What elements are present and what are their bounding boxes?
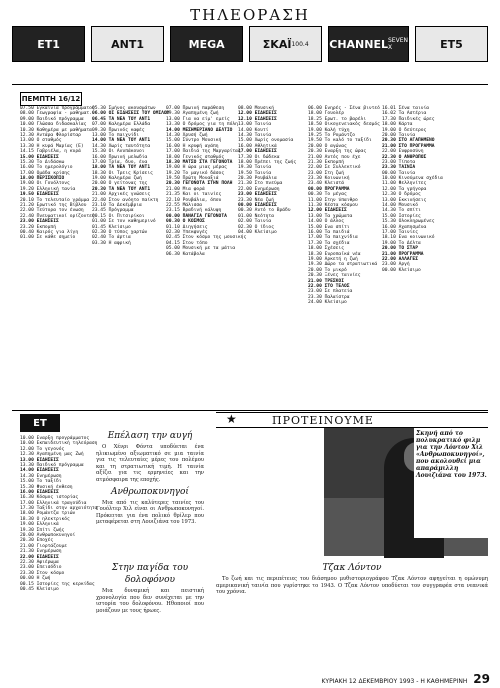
schedule-entry: 19.00 Ο δεύτερος <box>382 127 427 133</box>
schedule-entry: 18.00 Κάρτα <box>382 122 413 128</box>
schedule-entry: 21.35 Και οι ταινίες <box>166 192 222 198</box>
schedule-entry: 11.30 Κέστα κόσμου <box>308 203 358 209</box>
schedule-entry: 22.30 Ο ΑΝΘΡΩΠΟΣ <box>382 154 427 160</box>
schedule-entry: 19.00 Καλημέρα ζωή <box>92 176 142 182</box>
schedule-entry: 19.30 Δώρο τα στρατιωτικά <box>308 262 378 268</box>
page-title: ΤΗΛΕΟΡΑΣΗ <box>190 6 310 24</box>
channel-name: ΣΚΑΪ <box>262 37 292 51</box>
schedule-entry: 17.30 Παιδικές ώρες <box>382 116 435 122</box>
schedule-entry: 04.00 Κλείσιμο <box>238 229 277 235</box>
schedule-entry: 22.30 Αφιέρωμα <box>20 559 59 565</box>
schedule-entry: 01.00 Σε κάθε σημείο <box>20 235 76 241</box>
schedule-column-ant1 <box>92 106 170 408</box>
schedule-entry: 20.00 Το μικρό <box>308 267 347 273</box>
schedule-entry: 23.00 Αργή <box>382 262 410 268</box>
photo-caption: Σκηνή από το πολυκρατικό φιλμ για την Λόντον Χιλ «Ανθρωποκυνηγοί», που ακολουθεί μια απαράμιλλη Λουιζιάνα του 1973. <box>414 428 492 538</box>
divider <box>12 84 488 85</box>
sevenx-logo <box>328 26 409 62</box>
schedule-entry: 12.00 ΕΙΔΗΣΕΙΣ <box>238 111 277 117</box>
schedule-entry: 14.30 Χωρίς ταυτότητα <box>92 143 151 149</box>
schedule-entry: 15.00 Σύντρο Μουσική <box>166 138 222 144</box>
schedule-entry: 20.00 Ο αγώνας <box>308 143 347 149</box>
schedule-entry: 12.00 ΕΙΔΗΣΕΙΣ <box>308 208 347 214</box>
schedule-entry: 16.30 Κόσμος ιστορίας <box>20 495 79 501</box>
schedule-column-et1 <box>20 106 95 408</box>
page-footer <box>0 672 490 686</box>
schedule-entry: 21.00 Αρχικές γνώσεις <box>92 192 151 198</box>
schedule-entry: 00.40 Καιρός για λίγη <box>20 229 79 235</box>
schedule-entry: 00.30 Αυτό το Βράδυ <box>238 208 291 214</box>
schedule-entry: 23.10 Τα Δεκέμβρια <box>92 203 142 209</box>
schedule-entry: 00.00 Κλείσιμο <box>382 267 421 273</box>
schedule-entry: 18.00 Σχέσεις <box>308 246 344 252</box>
schedule-entry: 20.30 ΣΤΟ ΑΓΑΠΗΜΕΝΟ <box>382 138 435 144</box>
schedule-entry: 19.50 Ταινία <box>238 170 272 176</box>
schedule-entry: 24.00 Κλείσιμο <box>308 300 347 306</box>
schedule-entry: 19.00 Αρκετή η ζωή <box>308 256 358 262</box>
schedule-column-et5 <box>382 106 486 408</box>
schedule-entry: 10.00 Εκπαιδευτική τηλεόραση <box>20 441 98 447</box>
schedule-entry: 15.30 Φυσική έκθεση <box>20 484 73 490</box>
schedule-entry: 20.00 ΤΟ ΣΤΑΡ <box>382 246 418 252</box>
schedule-column-skai <box>238 106 304 408</box>
schedule-entry: 23.00 ΕΙΔΗΣΕΙΣ <box>20 219 59 225</box>
schedule-entry: 02.00 Ταινία <box>238 219 272 225</box>
schedule-entry: 00.00 Ταινία <box>382 170 416 176</box>
schedule-entry: 22.10 Ρουβάλια, όπου <box>166 197 222 203</box>
schedule-entry: 14.00 ΤΑ ΝΕΑ ΤΟΥ ΑΝΤ1 <box>92 138 151 144</box>
schedule-entry: 23.30 ΤΑΙΝΙΑ <box>382 165 416 171</box>
schedule-entry: 23.00 Επεισόδιο <box>20 565 62 571</box>
schedule-entry: 13.00 ΕΙΔΗΣΕΙΣ <box>20 457 59 463</box>
schedule-entry: 10.00 Εναρξη προγράμματος <box>20 436 90 441</box>
divider <box>12 410 488 411</box>
schedule-entry: 18.00 Γενικός σταθμός <box>166 154 225 160</box>
schedule-entry: 20.30 Ρουβάλια <box>238 176 277 182</box>
schedule-entry: 17.00 Παιδιά της Μαργαρίτας <box>166 149 241 155</box>
schedule-entry: 02.30 Ο τύπος χαρτών <box>92 229 148 235</box>
schedule-entry: 10.00 Γλώσσα διδασκαλίας <box>20 122 87 128</box>
schedule-entry: 23.20 Εκπομπή <box>20 224 56 230</box>
schedule-entry: 09.00 Παιδικό πρόγραμμα <box>20 116 84 122</box>
schedule-entry: 17.00 Τρία, δυο, ένα <box>92 159 148 165</box>
schedule-entry: 06.00 Ενηρές - Σένα βιντεό <box>308 106 380 111</box>
schedule-entry: 06.30 Κατάβολα <box>166 251 205 257</box>
review-2 <box>96 560 204 670</box>
schedule-entry: 15.00 Χωρίς ονομασία <box>238 138 294 144</box>
schedule-entry: 16.02 Τα Αστέρια <box>382 111 427 117</box>
schedule-entry: 23.00 Στη ζωή <box>308 170 344 176</box>
schedule-entry: 01.10 Διηγήσεις <box>166 224 208 230</box>
schedule-entry: 17.00 ΕΙΔΗΣΕΙΣ <box>238 149 277 155</box>
schedule-entry: 13.00 Εκκινήσεις <box>382 197 427 203</box>
schedule-entry: 12.30 Αντάρα Φλορίσταρ <box>20 132 81 138</box>
schedule-entry: 12.30 Αγαπημένη μας Ζωή <box>20 452 84 458</box>
channel-name: CHANNEL <box>329 37 388 51</box>
schedule-entry: 14.00 ΕΙΔΗΣΕΙΣ <box>20 468 59 474</box>
schedule-entry: 14.15 Γαβριέλα, η κυρά <box>20 149 81 155</box>
schedule-entry: 10.00 Κινούμενα σχέδια <box>382 176 443 182</box>
review-text: Μια από τις καλύτερες ταινίες του Γουόλτερ Χιλ είναι οι Ανθρωποκυνηγοί. Πρόκειται για ένα πολικό θρίλερ που μεταφέρεται στη Λουιζιάνα του 1973. <box>96 499 204 526</box>
schedule-entry: 14.00 ΜΕΣΗΜΕΡΙΑΝΟ ΔΕΛΤΙΟ <box>166 127 233 133</box>
schedule-entry: 12.00 Το γεγονός <box>20 446 65 452</box>
schedule-entry: 13.00 Για να είμ' εμείς <box>166 116 230 122</box>
channel-sub: 100.4 <box>291 40 309 48</box>
schedule-entry: 05.30 Σμήνος ακουσμάτων <box>92 106 156 111</box>
schedule-entry: 20.10 Το τελευταίο γράμμα <box>20 197 90 203</box>
schedule-entry: 19.30 Σπίτι ζωής <box>20 527 65 533</box>
schedule-entry: 21.30 Εκπομπή <box>308 159 344 165</box>
schedule-column-et <box>20 436 98 668</box>
page-number: 29 <box>473 672 490 686</box>
mega-logo <box>170 26 243 62</box>
schedule-entry: 00.45 Κλείσιμο <box>20 586 59 592</box>
schedule-entry: 14.00 Ο άλλος <box>308 219 344 225</box>
star-icon: ★ <box>226 412 237 426</box>
day-label: ΠΕΜΠΤΗ 16/12 <box>20 92 82 106</box>
schedule-entry: 00.00 ΠΑΝΑΓΙΑ ΓΕΓΟΝΟΤΑ <box>166 213 227 219</box>
schedule-entry: 17.00 Ομάδα κρίσης <box>20 170 70 176</box>
schedule-entry: 09.30 Αγαπημένη ζωή <box>166 111 219 117</box>
schedule-entry: 15.30 Ολοκληρωμένες <box>382 219 435 225</box>
schedule-entry: 07.00 Καλημέρα Ελλάδα <box>92 122 151 128</box>
schedule-entry: 22.00 Σε Συλλεκτικό <box>308 165 361 171</box>
schedule-entry: 18.30 Ευροπαϊκά νέα <box>308 251 361 257</box>
schedule-entry: 13.00 Ταινία <box>238 122 272 128</box>
schedule-entry: 11.00 Στην ύπαιθρο <box>308 197 358 203</box>
schedule-entry: 13.30 Παιδικό πρόγραμμα <box>20 462 84 468</box>
channel-sub: SEVEN X <box>387 37 408 51</box>
schedule-entry: 18.00 Ρομάντζα τριών <box>20 511 76 517</box>
schedule-entry: 18.00 Γουολέρ <box>308 111 344 117</box>
schedule-entry: 10.30 Καθημέρα με μαθήματα <box>20 127 92 133</box>
schedule-entry: 19.20 Ελληνική τανία <box>20 186 76 192</box>
schedule-column-mega <box>166 106 247 408</box>
schedule-entry: 23.15 Βραδινή κάλυψη <box>166 208 222 214</box>
schedule-entry: 00.00 ΠΡΟΓΡΑΜΜΑ <box>308 186 350 192</box>
schedule-entry: 16.00 Το ημερολόγιο <box>20 165 73 171</box>
schedule-entry: 21.30 Στο πνεύμα <box>238 181 283 187</box>
schedule-entry: 02.40 Το άρτια <box>92 235 131 241</box>
schedule-entry: 16.01 Σένα ταινία <box>382 106 430 111</box>
et1-logo <box>12 26 85 62</box>
schedule-entry: 18.30 ΜΑΤΣΟ ΣΤΑ ΓΕΓΟΝΟΤΑ <box>166 159 233 165</box>
schedule-entry: 19.00 Το Δέλτα <box>382 240 421 246</box>
schedule-entry: 04.15 Στον τόπο <box>166 240 208 246</box>
review-text: Μια δυναμική και πειστική χρονολογία που δεν συνέχεται με την ιστορία του δολοφόνου. Ηθοποιοί που μοιάζουν με τους ήρωες. <box>96 588 204 614</box>
review-heading: Στην παγίδα του δολοφόνου <box>111 563 189 585</box>
schedule-entry: 23.40 Κλειστά <box>308 181 344 187</box>
schedule-entry: 00.00 Η ζωή <box>20 576 51 582</box>
channel-name: ET1 <box>37 37 60 51</box>
schedule-entry: 22.00 Ευφροσύνη <box>382 149 424 155</box>
schedule-entry: 12.00 Τα γρήγορα <box>382 186 427 192</box>
schedule-column-sevenx <box>308 106 378 408</box>
schedule-entry: 23.30 Στον κόσμο <box>20 570 65 576</box>
schedule-entry: 22.00 ΣΤΟ ΤΕΛΟΣ <box>308 283 350 289</box>
schedule-entry: 14.00 Μουσικό <box>382 203 418 209</box>
schedule-entry: 13.30 Ο δρόμος για τη πόλη <box>166 122 238 128</box>
schedule-entry: 20.30 Εποχές <box>20 538 54 544</box>
schedule-entry: 22.40 Πνευματικοί ορίζοντες <box>20 213 95 219</box>
schedule-entry: 22.00 Τεύτορα τον ένωση <box>20 208 84 214</box>
schedule-entry: 15.00 Ιστορίες <box>382 213 421 219</box>
schedule-entry: 03.30 Η αφρική <box>92 240 131 246</box>
schedule-entry: 21.00 ΣΤΟ ΠΡΟΓΡΑΜΜΑ <box>382 143 435 149</box>
ant1-logo <box>91 26 164 62</box>
schedule-entry: 18.00 Πρέπει της ζωής <box>238 159 297 165</box>
schedule-entry: 14.00 Κουτί <box>238 127 269 133</box>
schedule-entry: 21.00 ΤΡΕΣΚΟΙ <box>308 278 344 284</box>
schedule-entry: 23.45 Πρόγραμμα <box>92 208 134 214</box>
schedule-entry: 21.30 Ενημέρωση <box>20 549 62 555</box>
footer-text: ΚΥΡΙΑΚΗ 12 ΔΕΚΕΜΒΡΙΟΥ 1993 - Η ΚΑΘΗΜΕΡΙΝΗ <box>321 678 468 685</box>
schedule-entry: 00.30 Το μέγας <box>308 192 347 198</box>
schedule-entry: 20.30 ΓΕΓΟΝΟΤΑ ΣΤΗΝ ΠΟΛΗ <box>166 181 233 187</box>
schedule-entry: 08.00 Γεωγραφία - μαθηματ. <box>20 111 92 117</box>
schedule-entry: 14.30 Ταινία <box>238 132 272 138</box>
recommendations-header <box>216 412 488 428</box>
schedule-entry: 19.00 Ελληνικά <box>20 522 59 528</box>
schedule-entry: 01.45 Κλείσιμο <box>92 224 131 230</box>
schedule-entry: 18.10 Ενα κοινωνικό <box>382 235 435 241</box>
schedule-entry: 19.25 Το Ρομάντζο <box>308 132 356 138</box>
schedule-entry: 07.00 Πρωινή παράθεση <box>166 106 225 111</box>
schedule-entry: 08.00 Μουσική <box>238 106 274 111</box>
schedule-entry: 14.30 Ενημέρωση <box>20 473 62 479</box>
schedule-entry: 05.00 Μουσική με τα μάτια <box>166 246 236 252</box>
review-text: Ο Χένρι Φόντα υποδύεται ένα ηλικιωμένο αξιωματικό σε μια ταινία για τις τελευταίες μέρες του πολέμου και τη στρατιωτική τιμή. Η ταινία αξίζει για τις ερμηνείες και την ατμόσφαιρα της εποχής. <box>96 444 204 483</box>
schedule-entry: 18.50 Οικογενειακός δεσμός <box>308 122 380 128</box>
schedule-entry: 00.30 Ο ΚΟΣΜΟΣ <box>166 219 205 225</box>
schedule-entry: 17.00 Ταινίες <box>382 229 418 235</box>
channel-name: ANT1 <box>111 37 145 51</box>
schedule-entry: 20.00 Ο γείτονας της <box>92 181 148 187</box>
review-heading: Ανθρωποκυνηγοί <box>111 486 189 497</box>
schedule-entry: 16.00 ΕΙΔΗΣΕΙΣ <box>20 489 59 495</box>
schedule-entry: 19.50 Πρώτη Μοναξιά <box>166 176 219 182</box>
schedule-entry: 19.00 Καλή τύχη <box>308 127 350 133</box>
schedule-entry: 21.00 Αυτός που έχε <box>308 154 361 160</box>
schedule-entry: 16.00 Αθλητικά <box>238 143 277 149</box>
schedule-entry: 17.00 Ελληνικά τραγούδια <box>20 500 87 506</box>
schedule-entry: 16.00 Τα παιδιά <box>308 229 350 235</box>
schedule-entry: 13.00 Το παιχνίδι <box>92 132 140 138</box>
schedule-entry: 17.30 Ταξίδι στην αρχαιότητα <box>20 506 98 512</box>
schedule-entry: 00.15 Ιστορίες της κερκίδας <box>20 581 95 587</box>
schedule-entry: 01.00 Νεότητα <box>238 213 274 219</box>
schedule-entry: 00.15 Οι Πιτσιρίκοι <box>92 213 145 219</box>
schedule-entry: 11.00 Φελληνίτες <box>382 181 427 187</box>
channel-name: ET5 <box>440 37 463 51</box>
et-logo: ΕΤ <box>20 414 60 432</box>
schedule-entry: 23.00 Τίποτα <box>382 159 416 165</box>
schedule-entry: 02.30 Ο ίδιος <box>238 224 274 230</box>
schedule-entry: 18.00 ΠΕΡΙΣΚΟΠΙΟ <box>20 176 65 182</box>
schedule-entry: 23.30 Κοινωνική <box>308 176 350 182</box>
schedule-entry: 22.00 Ενημέρωση <box>238 186 280 192</box>
schedule-entry: 20.30 Εναρξη της ώρας <box>308 149 367 155</box>
schedule-entry: 17.30 Τα σχέδια <box>308 240 350 246</box>
schedule-entry: 23.30 Νέα ζωή <box>238 197 274 203</box>
schedule-entry: 20.30 ΤΑ ΝΕΑ ΤΟΥ ΑΝΤ1 <box>92 186 151 192</box>
schedule-entry: 15.30 Το Διδάσκω <box>20 159 65 165</box>
schedule-entry: 21.20 Ερωτικό της Βίβλου <box>20 203 87 209</box>
schedule-entry: 12.10 ΕΙΔΗΣΕΙΣ <box>238 116 277 122</box>
schedule-entry: 20.30 Ξένες ταινίες <box>308 273 361 279</box>
schedule-entry: 23.30 Παλαίστρα <box>308 294 350 300</box>
schedule-entry: 06.00 ΟΙ ΕΙΔΗΣΕΙΣ ΤΟΥ ΟΜΙΛΟΥ <box>92 111 170 117</box>
review-heading: Επέλαση την αυγή <box>107 431 193 441</box>
schedule-entry: 22.55 Μάλισσα <box>166 203 202 209</box>
schedule-entry: 15.30 Οι Ανυπάκουοι <box>92 149 145 155</box>
schedule-entry: 17.00 Τα παιχνίδια <box>308 235 358 241</box>
schedule-entry: 02.30 Υπεκφυγές <box>166 229 208 235</box>
schedule-entry: 16.00 Πρωινή μελωδία <box>92 154 148 160</box>
schedule-entry: 22.00 ΑΛΛΑΓΕΣ <box>382 256 418 262</box>
review-3 <box>216 560 488 668</box>
schedule-entry: 07.50 Εγκαίνια προγράμματος <box>20 106 95 111</box>
schedule-entry: 00.00 ΕΙΔΗΣΕΙΣ <box>238 203 277 209</box>
review-heading: Τζακ Λόντον <box>322 563 382 573</box>
skai-logo <box>249 26 322 62</box>
schedule-entry: 17.30 Οι δώδεκα <box>238 154 280 160</box>
schedule-entry: 23.00 ΕΙΔΗΣΕΙΣ <box>238 192 277 198</box>
schedule-entry: 19.00 Η ώρα μιας μέρας <box>166 165 227 171</box>
schedule-entry: 22.00 ΕΙΔΗΣΕΙΣ <box>20 554 59 560</box>
schedule-entry: 21.00 Μια φορά <box>166 186 205 192</box>
schedule-entry: 01.00 Σε τον καθημερινό <box>92 219 156 225</box>
schedule-entry: 18.30 Οι Τρεις Κρίσεις <box>92 170 153 176</box>
schedule-entry: 13.00 Τα χρώματα <box>308 213 353 219</box>
channel-name: MEGA <box>188 37 225 51</box>
schedule-entry: 20.00 Ανθρωποκυνηγοί <box>20 533 76 539</box>
schedule-entry: 13.00 Ο σταθμός <box>20 138 62 144</box>
schedule-entry: 15.00 ΕΙΔΗΣΕΙΣ <box>20 154 59 160</box>
et5-logo <box>415 26 488 62</box>
schedule-entry: 20.00 Ταινία <box>382 132 416 138</box>
schedule-entry: 21.00 Γιορτάζουμε <box>20 543 68 549</box>
schedule-entry: 18.25 Ερωτ. το βαρέλι <box>308 116 367 122</box>
schedule-entry: 16.00 Αχαπησμένα <box>382 224 427 230</box>
schedule-entry: 09.30 Πρωινός καφές <box>92 127 145 133</box>
schedule-entry: 18.30 Ο ηλεκτρικός <box>20 516 70 522</box>
review-text: Το ζωή και τις περιπέτειες του διάσημου μυθιστοριογράφου Τζακ Λόντον αφηγείται η ομώνυμη αμερικανική ταινία που γυρίστηκε το 1943. Ο Τζακ Λόντον υποδύεται τον συγγραφέα στα νεανικά του χρόνια. <box>216 576 488 596</box>
schedule-entry: 19.50 ΕΙΔΗΣΕΙΣ <box>20 192 59 198</box>
schedule-entry: 19.30 Ταινία <box>238 165 272 171</box>
schedule-entry: 21.00 ΠΡΟΓΡΑΜΜΑ <box>382 251 424 257</box>
schedule-entry: 14.30 Το σπίτι <box>382 208 421 214</box>
schedule-entry: 19.00 Οι Γουόλτονς <box>20 181 70 187</box>
schedule-entry: 22.40 Στον ανόητο παίκτη <box>92 197 159 203</box>
schedule-entry: 13.30 Η κυρά Μαρίας (Ε) <box>20 143 84 149</box>
schedule-entry: 02.45 Στον κόσμο της μουσικής <box>166 235 247 241</box>
schedule-entry: 23.00 Σε πλατεία <box>308 289 353 295</box>
schedule-entry: 19.20 Το μαγικό δάσος <box>166 170 225 176</box>
schedule-entry: 18.00 ΤΑ ΝΕΑ ΤΟΥ ΑΝΤ1 <box>92 165 151 171</box>
schedule-entry: 19.50 Το καλό το ταξίδι <box>308 138 372 144</box>
channel-logos <box>12 26 488 68</box>
schedule-entry: 06.45 ΤΑ ΝΕΑ ΤΟΥ ΑΝΤ1 <box>92 116 151 122</box>
schedule-entry: 16.00 Η κρυφή αγάπη <box>166 143 219 149</box>
schedule-entry: 12.30 Ο δρόμος <box>382 192 421 198</box>
schedule-entry: 15.00 Ενα σπίτι <box>308 224 350 230</box>
schedule-entry: 15.00 Το ταξίδι <box>20 479 62 485</box>
review-1 <box>96 428 204 560</box>
schedule-entry: 14.30 Χρυσή ζωή <box>166 132 208 138</box>
recommendations-title: ΠΡΟΤΕΙΝΟΥΜΕ <box>272 413 374 427</box>
